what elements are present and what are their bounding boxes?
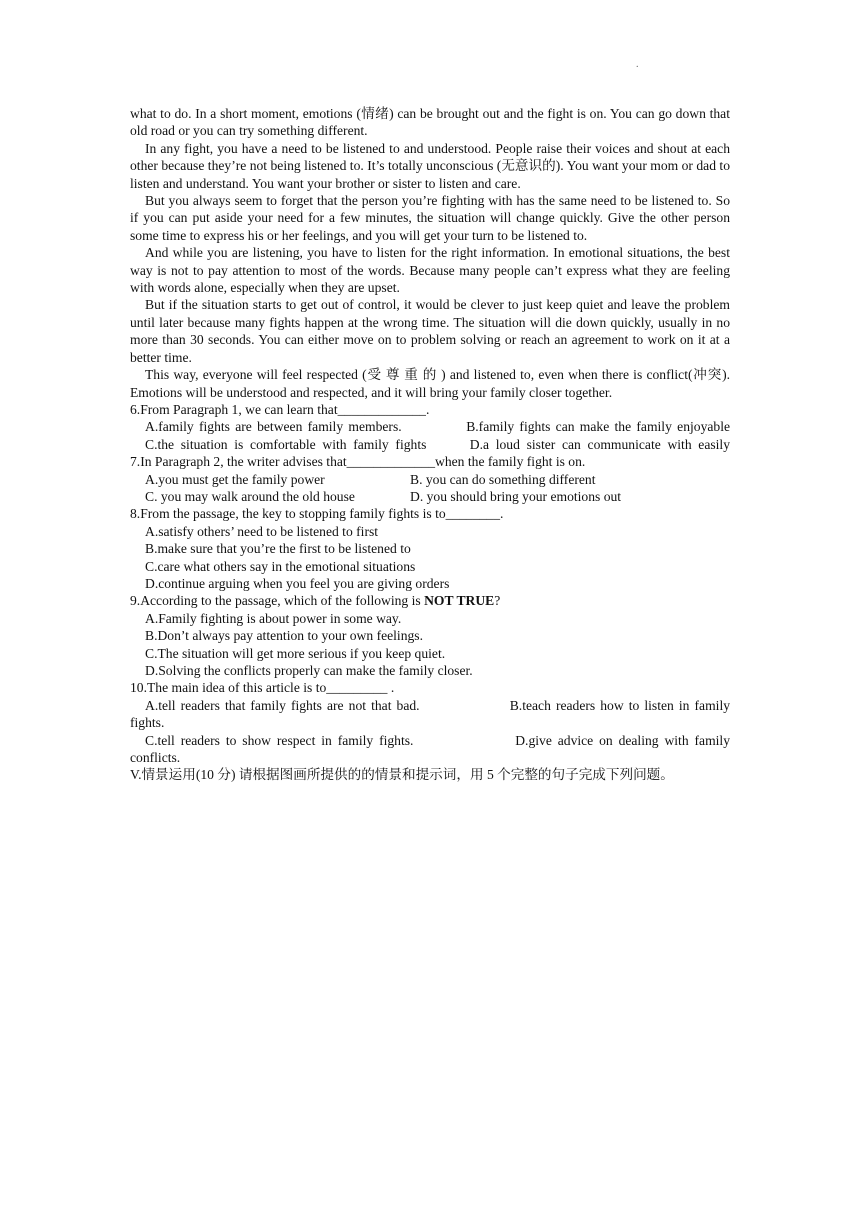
option-10b[interactable]: B.teach readers how to listen in family fights. (130, 697, 731, 731)
question-7-options-ab (130, 471, 730, 488)
option-10c[interactable]: C.tell readers to show respect in family fights. (145, 732, 414, 748)
passage-paragraph-5: But if the situation starts to get out of control, it would be clever to just keep quiet and leave the problem until later because many fights happen at the wrong time. The situation will die down quickly, usually in no more than 30 seconds. You can either move on to problem solving or reach an agreement to work on it at a better time. (130, 297, 730, 365)
header-mark: . (636, 59, 639, 70)
option-8a[interactable]: A.satisfy others’ need to be listened to first (145, 523, 379, 539)
passage-paragraph-6: This way, everyone will feel respected (受尊重的) and listened to, even when there is conflict(冲突). Emotions will be understood and respected, and it will bring your family closer together. (130, 367, 731, 400)
section-v-heading: V.情景运用(10 分) 请根据图画所提供的的情景和提示词，用 5 个完整的句子完成下列问题。 (130, 767, 674, 783)
option-7c[interactable]: C. you may walk around the old house (145, 488, 355, 504)
option-6d[interactable]: D.a loud sister can communicate with easily (469, 436, 731, 452)
passage-paragraph-2: In any fight, you have a need to be listened to and understood. People raise their voices and shout at each other because they’re not being listened to. It’s totally unconscious (无意识的). You want your mom or dad to listen and understand. You want your brother or sister to listen and care. (130, 140, 730, 191)
option-7d[interactable]: D. you should bring your emotions out (410, 488, 622, 504)
question-7-stem: 7.In Paragraph 2, the writer advises that_____________when the family fight is on. (130, 454, 586, 470)
question-6-stem: 6.From Paragraph 1, we can learn that_____________. (130, 401, 430, 417)
option-8b[interactable]: B.make sure that you’re the first to be listened to (145, 541, 411, 557)
passage-paragraph-3: But you always seem to forget that the person you’re fighting with has the same need to be listened to. So if you can put aside your need for a few minutes, the situation will change quickly. Give the other person some time to express his or her feelings, and you will get your turn to be listened to. (130, 193, 730, 243)
option-10d[interactable]: D.give advice on dealing with family conflicts. (130, 732, 731, 766)
reading-content (130, 105, 730, 784)
option-9d[interactable]: D.Solving the conflicts properly can make the family closer. (145, 663, 473, 678)
question-6-options-ab (130, 418, 730, 435)
question-10-stem: 10.The main idea of this article is to_________ . (130, 680, 395, 696)
question-9-stem: 9.According to the passage, which of the following is NOT TRUE? (130, 593, 501, 609)
question-6-options-cd (130, 436, 730, 453)
option-8d[interactable]: D.continue arguing when you feel you are giving orders (145, 575, 450, 591)
question-10-options-ab (130, 697, 730, 732)
option-10a[interactable]: A.tell readers that family fights are not that bad. (145, 697, 420, 713)
question-10-options-cd (130, 732, 730, 767)
option-9a[interactable]: A.Family fighting is about power in some way. (145, 610, 402, 626)
option-6a[interactable]: A.family fights are between family members. (145, 419, 402, 435)
option-6c[interactable]: C.the situation is comfortable with family fights (145, 436, 427, 452)
passage-paragraph-1: what to do. In a short moment, emotions (情绪) can be brought out and the fight is on. You can go down that old road or you can try something different. (130, 106, 730, 139)
option-9c[interactable]: C.The situation will get more serious if you keep quiet. (145, 645, 446, 661)
option-7b[interactable]: B. you can do something different (410, 471, 596, 487)
option-7a[interactable]: A.you must get the family power (145, 471, 325, 487)
option-6b[interactable]: B.family fights can make the family enjoyable (466, 419, 731, 435)
question-8-stem: 8.From the passage, the key to stopping family fights is to________. (130, 506, 504, 522)
option-8c[interactable]: C.care what others say in the emotional situations (145, 558, 416, 574)
option-9b[interactable]: B.Don’t always pay attention to your own feelings. (145, 628, 423, 644)
passage-paragraph-4: And while you are listening, you have to listen for the right information. In emotional situations, the best way is not to pay attention to most of the words. Because many people can’t express what they are feeling with words alone, especially when they are upset. (130, 245, 730, 296)
question-7-options-cd (130, 488, 730, 505)
